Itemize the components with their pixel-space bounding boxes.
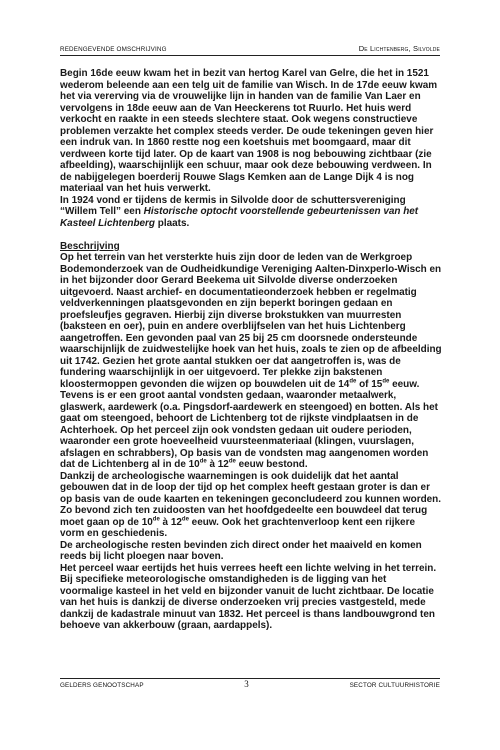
archaeology-text-2: à 12 [159, 516, 182, 528]
research-text-3: eeuw. Tevens is er een groot aantal vondsten gedaan, waaronder metaalwerk, glaswerk, aardewerk (o.a. Pingsdorf-aardewerk en steengoed) en botten. Als het gaat om steengoed, behoort de Lichtenberg tot de rijkste vindplaatsen in de Achterhoek. Op het perceel zijn ook vondsten gedaan uit oudere perioden, waaronder een grote hoeveelheid vuursteenmateriaal (klingen, vuurslagen, afslagen en schrabbers), Op basis van de vondsten mag aangenomen worden dat de Lichtenberg al in de 10 [60, 378, 438, 470]
page-header [60, 41, 440, 56]
page-footer [60, 678, 440, 696]
research-text-2: of 15 [356, 378, 383, 390]
footer-left: GELDERS GENOOTSCHAP [60, 682, 144, 689]
header-right-title: De Lichtenberg, Silvolde [358, 44, 440, 53]
research-text-4: à 12 [206, 459, 229, 470]
paragraph-terrain: Het perceel waar eertijds het huis verrees heeft een lichte welving in het terrein. Bij specifieke meteorologische omstandigheden is de ligging van het voormalige kasteel in het veld en bijzonder vanuit de lucht zichtbaar. De locatie van het huis is dankzij de diverse onderzoeken vrij precies vastgesteld, mede dankzij de kadastrale minuut van 1832. Het perceel is thans landbouwgrond ten behoeve van akkerbouw (graan, aardappels). [60, 562, 437, 631]
header-left-title: REDENGEVENDE OMSCHRIJVING [60, 46, 167, 53]
paragraph-research [60, 252, 442, 471]
archaeology-text-1: Dankzij de archeologische waarnemingen is ook duidelijk dat het aantal gebouwen dat in de loop der tijd op het complex heeft gestaan groter is dan er op basis van de oude kaarten en tekeningen geconcludeerd zou kunnen worden. Zo bevond zich ten zuidoosten van het hoofdgedeelte een bouwdeel dat terug moet gaan op de 10 [60, 470, 442, 528]
paragraph-procession-text-2: plaats. [154, 217, 190, 229]
superscript: de [199, 458, 207, 465]
superscript: de [228, 458, 236, 465]
page-number: 3 [244, 679, 249, 689]
superscript: de [181, 516, 189, 523]
paragraph-archaeology [60, 471, 442, 540]
paragraph-history: Begin 16de eeuw kwam het in bezit van hertog Karel van Gelre, die het in 1521 wederom beleende aan een telg uit de familie van Wisch. In de 17de eeuw kwam het via vererving via de vrouwelijke lijn in handen van de familie Van Laer en vervolgens in 18de eeuw aan de Van Heeckerens tot Ruurlo. Het huis werd verkocht en raakte in een steeds slechtere staat. Ook wegens constructieve problemen verzakte het complex steeds verder. De oude tekeningen geven hier een indruk van. In 1860 restte nog een koetshuis met boomgaard, maar dit verdween korte tijd later. Op de kaart van 1908 is nog bebouwing zichtbaar (zie afbeelding), waarschijnlijk een schuur, maar ook deze bebouwing verdween. In de nabijgelegen boerderij Rouwe Slags Kemken aan de Lange Dijk 4 is nog materiaal van het huis verwerkt. [60, 68, 438, 194]
paragraph-procession-text-1: In 1924 vond er tijdens de kermis in Silvolde door de schuttersvereniging “Willem Tell” een [60, 194, 406, 217]
superscript: de [349, 378, 357, 385]
paragraph-procession [60, 195, 442, 230]
research-text-5: eeuw bestond. [235, 459, 308, 470]
body-text [60, 68, 442, 632]
footer-right: SECTOR CULTUURHISTORIE [349, 682, 440, 689]
archaeology-text-3: eeuw. Ook het grachtenverloop kent een rijkere vorm en geschiedenis. [60, 516, 415, 539]
paragraph-remains: De archeologische resten bevinden zich direct onder het maaiveld en komen reeds bij licht ploegen naar boven. [60, 539, 422, 562]
superscript: de [152, 516, 160, 523]
procession-title: Historische optocht voorstellende gebeurtenissen van het Kasteel Lichtenberg [60, 206, 419, 229]
section-heading-beschrijving: Beschrijving [60, 240, 120, 252]
research-text-1: Op het terrein van het versterkte huis zijn door de leden van de Werkgroep Bodemonderzoek van de Oudheidkundige Vereniging Aalten-Dinxperlo-Wisch en in het bijzonder door Gerard Beekema uit Silvolde diverse onderzoeken uitgevoerd. Naast archief- en documentatieonderzoek hebben er regelmatig veldverkenningen plaatsgevonden en zijn beperkt boringen gedaan en proefsleufjes gegraven. Hierbij zijn diverse brokstukken van muurresten (baksteen en oer), puin en andere overblijfselen van het huis Lichtenberg aangetroffen. Een gevonden paal van 25 bij 25 cm doorsnede ondersteunde waarschijnlijk de zuidwestelijke hoek van het huis, zoals te zien op de afbeelding uit 1742. Gezien het grote aantal stukken oer dat aangetroffen is, was de fundering waarschijnlijk in oer uitgevoerd. Ter plekke zijn bakstenen kloostermoppen gevonden die wijzen op bouwdelen uit de 14 [60, 252, 442, 390]
superscript: de [382, 378, 390, 385]
